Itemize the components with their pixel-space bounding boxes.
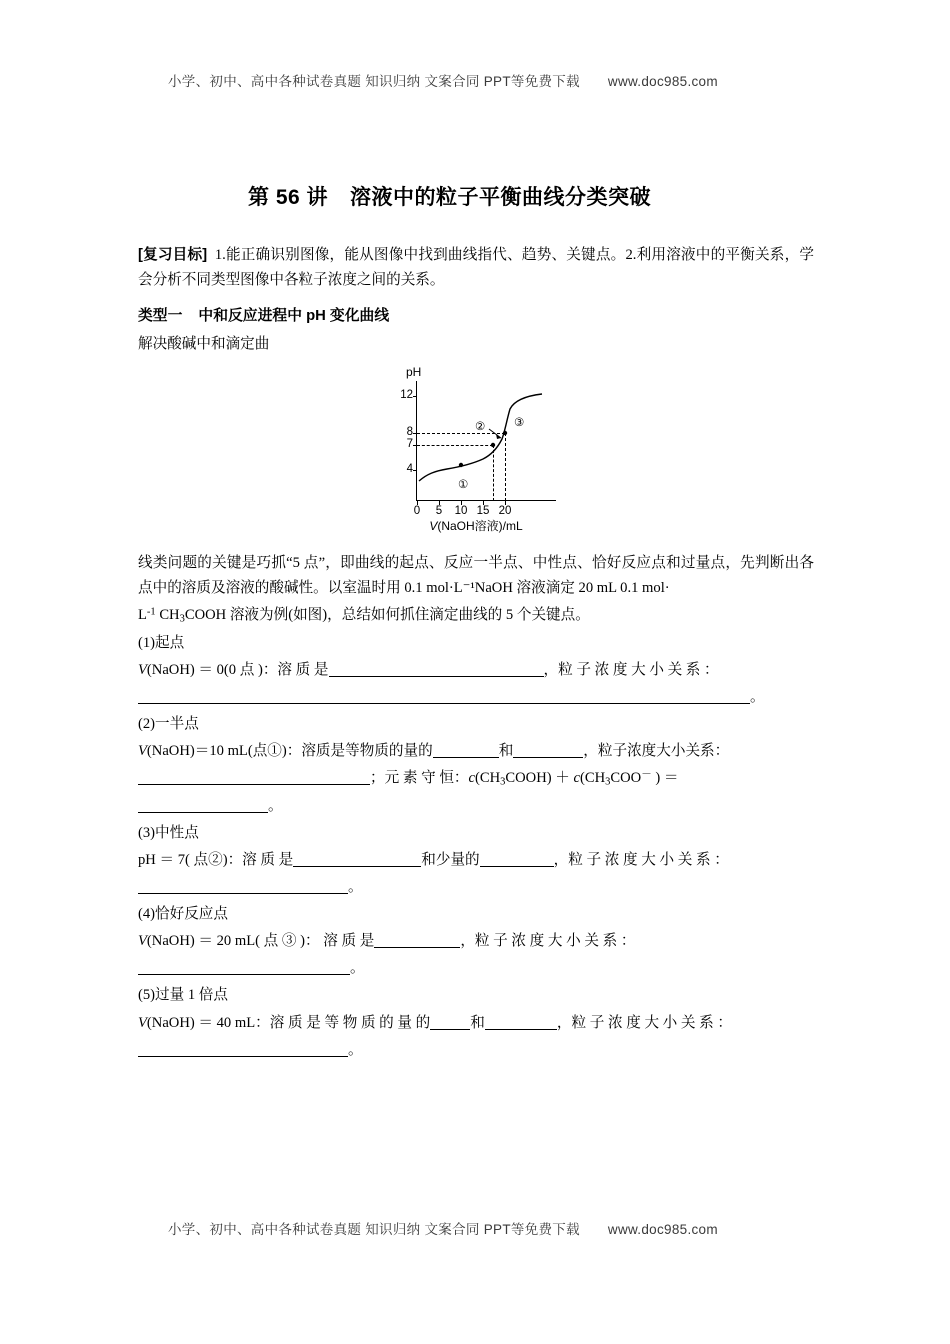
point-4-blank-2[interactable]	[138, 974, 350, 975]
point-2-text-g: (CH	[579, 770, 606, 787]
point-2-text-f: COOH) ＋	[505, 770, 574, 787]
point-2-text-h: COO	[610, 770, 642, 787]
watermark-top-url: www.doc985.com	[607, 74, 718, 89]
body-p2-mid: CH	[155, 606, 180, 623]
point-5-text-a: (NaOH) ＝ 40 mL：溶 质 是 等 物 质 的 量 的	[146, 1014, 431, 1031]
figure-x-axis-label: V(NaOH溶液)/mL	[429, 518, 523, 533]
point-5-blank-3[interactable]	[138, 1056, 348, 1057]
titration-curve	[417, 381, 557, 501]
xtick-5: 5	[435, 504, 443, 517]
point-4-text-a: (NaOH) ＝ 20 mL( 点 ③ )： 溶 质 是	[146, 933, 375, 950]
point-5-line1	[138, 1011, 814, 1036]
body-p2-sub: 3	[179, 613, 185, 625]
point-1-period: 。	[750, 688, 765, 705]
point-1-line1	[138, 658, 814, 683]
type-one-label: 类型一	[138, 308, 183, 325]
body-paragraph-2	[138, 603, 814, 629]
point-3-text-b: 和少量的	[421, 851, 480, 868]
point-1-text-b: ，粒 子 浓 度 大 小 关 系 ：	[543, 661, 719, 678]
point-2-line1	[138, 739, 814, 764]
point-5-line2	[138, 1038, 814, 1063]
point-3-line1	[138, 848, 814, 873]
body-p2-sup: -1	[146, 606, 156, 618]
xtick-0: 0	[413, 504, 421, 517]
ytick-7: 7	[406, 437, 413, 450]
section-heading-type-one	[138, 304, 814, 329]
point-4-v: V	[138, 933, 147, 950]
point-2-c2: c	[573, 770, 580, 787]
point-4-period: 。	[350, 960, 365, 977]
point-4-blank-1[interactable]	[374, 947, 460, 948]
point-4-heading: (4)恰好反应点	[138, 906, 228, 923]
objectives-label: [复习目标]	[138, 247, 208, 263]
watermark-top	[168, 70, 718, 90]
page-title	[248, 181, 651, 211]
point-4-line1	[138, 929, 814, 954]
point-5-v: V	[138, 1014, 147, 1031]
ph-titration-curve-figure	[138, 364, 814, 539]
body-paragraph-1: 线类问题的关键是巧抓“5 点”，即曲线的起点、反应一半点、中性点、恰好反应点和过量点，先判断出各点中的溶质及溶液的酸碱性。以室温时用 0.1 mol·L⁻¹NaOH 溶液滴定 20 mL 0.1 mol·	[138, 554, 814, 596]
point-5-text-b: 和	[470, 1014, 485, 1031]
watermark-top-text: 小学、初中、高中各种试卷真题 知识归纳 文案合同 PPT等免费下载	[168, 74, 580, 89]
xtick-10: 10	[454, 504, 468, 517]
point-4-line2	[138, 956, 814, 981]
point-3-text-a: pH ＝ 7( 点②)：溶 质 是	[138, 851, 294, 868]
objectives-text: 1.能正确识别图像，能从图像中找到曲线指代、趋势、关键点。2.利用溶液中的平衡关系，学会分析不同类型图像中各粒子浓度之间的关系。	[138, 247, 814, 289]
point-2-blank-2[interactable]	[513, 757, 583, 758]
marker-1: ①	[458, 478, 469, 491]
xtick-20: 20	[498, 504, 512, 517]
point-4-text-b: ，粒 子 浓 度 大 小 关 系 ：	[460, 933, 636, 950]
review-objectives	[138, 243, 814, 293]
ytick-4: 4	[406, 462, 413, 475]
xtick-15: 15	[476, 504, 490, 517]
body-p2-pre: L	[138, 606, 147, 623]
point-2-blank-1[interactable]	[433, 757, 499, 758]
title-lecture-number: 第 56 讲	[248, 186, 329, 209]
point-5-period: 。	[348, 1041, 363, 1058]
point-2-sub2: 3	[605, 776, 611, 788]
point-2-text-d: ；元 素 守 恒：	[370, 770, 469, 787]
point-3-heading: (3)中性点	[138, 824, 199, 841]
point-2-text-c: ，粒子浓度大小关系：	[583, 742, 730, 759]
type-one-title: 中和反应进程中 pH 变化曲线	[198, 308, 390, 325]
point-5-heading: (5)过量 1 倍点	[138, 987, 228, 1004]
point-2-line3	[138, 794, 814, 819]
title-name: 溶液中的粒子平衡曲线分类突破	[350, 186, 652, 209]
point-3-period: 。	[348, 879, 363, 896]
point-2-c1: c	[468, 770, 475, 787]
point-2-charge: －	[641, 769, 652, 781]
point-3-blank-2[interactable]	[480, 866, 554, 867]
point-2-blank-4[interactable]	[138, 812, 268, 813]
point-3-blank-1[interactable]	[293, 866, 421, 867]
point-1-heading: (1)起点	[138, 634, 185, 651]
point-3-text-c: ，粒 子 浓 度 大 小 关 系 ：	[553, 851, 729, 868]
point-2-line2	[138, 766, 814, 792]
point-2-sub1: 3	[500, 776, 506, 788]
watermark-bottom-url: www.doc985.com	[607, 1222, 718, 1237]
point-5-text-c: ，粒 子 浓 度 大 小 关 系 ：	[556, 1014, 733, 1031]
figure-y-axis-label: pH	[406, 364, 422, 379]
point-3-blank-3[interactable]	[138, 893, 348, 894]
ytick-8: 8	[406, 425, 413, 438]
point-2-text-i: ) ＝	[651, 770, 679, 787]
point-1-line2	[138, 685, 814, 710]
point-5-blank-1[interactable]	[430, 1029, 470, 1030]
point-3-line2	[138, 875, 814, 900]
point-1-v: V	[138, 661, 147, 678]
document-body	[138, 243, 814, 1065]
body-p2-post: COOH 溶液为例(如图)，总结如何抓住滴定曲线的 5 个关键点。	[184, 606, 590, 623]
point-2-v: V	[138, 742, 147, 759]
point-2-heading: (2)一半点	[138, 715, 199, 732]
point-1-blank-2[interactable]	[138, 703, 750, 704]
point-2-text-b: 和	[498, 742, 514, 759]
point-5-blank-2[interactable]	[485, 1029, 557, 1030]
lead-line: 解决酸碱中和滴定曲	[138, 335, 270, 352]
point-2-text-a: (NaOH)＝10 mL(点①)：溶质是等物质的量的	[146, 742, 433, 759]
point-1-blank-1[interactable]	[329, 676, 544, 677]
point-1-text-a: (NaOH) ＝ 0(0 点 )：溶 质 是	[146, 661, 329, 678]
ytick-12: 12	[400, 388, 413, 401]
point-2-period: 。	[268, 797, 283, 814]
point-2-blank-3[interactable]	[138, 784, 370, 785]
watermark-bottom	[168, 1218, 718, 1238]
watermark-bottom-text: 小学、初中、高中各种试卷真题 知识归纳 文案合同 PPT等免费下载	[168, 1222, 580, 1237]
marker-2: ②	[475, 420, 486, 433]
point-2-text-e: (CH	[475, 770, 501, 787]
marker-3: ③	[514, 416, 525, 429]
figure-axes	[400, 381, 556, 517]
